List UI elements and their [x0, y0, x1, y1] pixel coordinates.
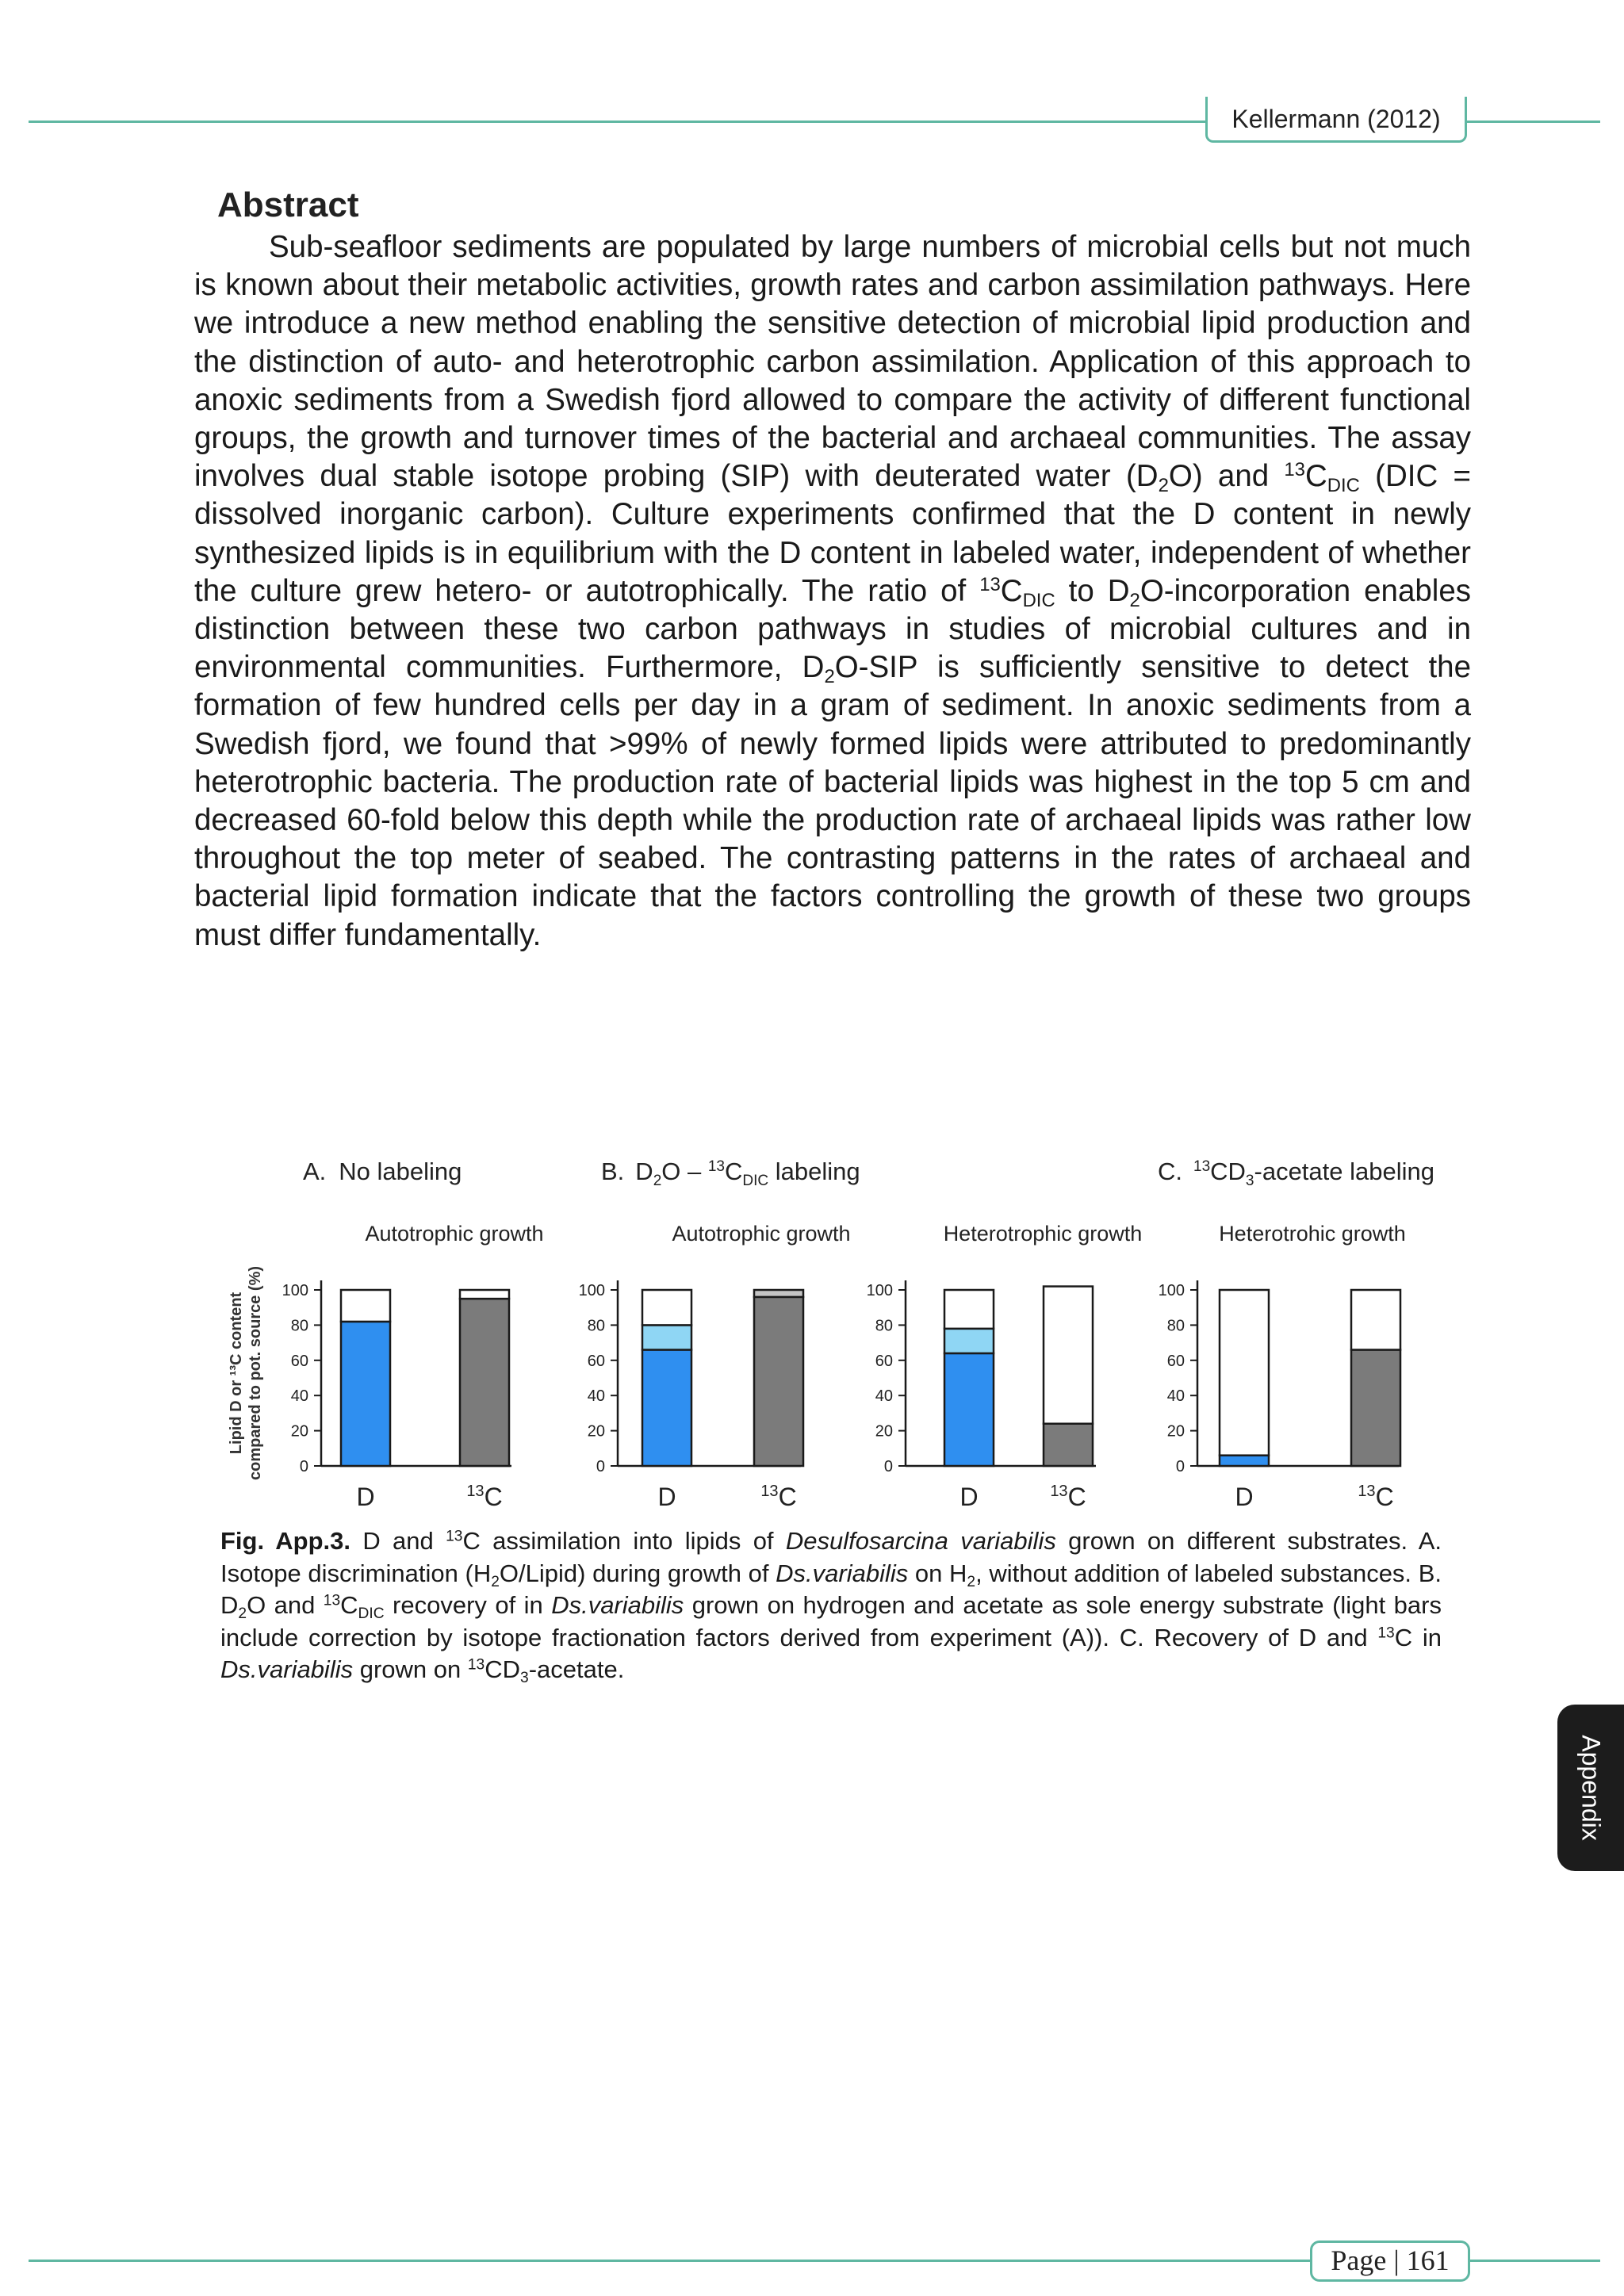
- y-axis-label: [228, 1266, 264, 1480]
- bar-segment: [460, 1290, 509, 1299]
- y-tick-label: 40: [875, 1387, 893, 1406]
- panel-subtitle: Autotrophic growth: [672, 1222, 851, 1246]
- panel-a-title: A. No labeling: [303, 1158, 462, 1185]
- y-tick-label: 40: [587, 1387, 605, 1406]
- bar-segment: [1351, 1290, 1400, 1349]
- bar-segment: [1044, 1287, 1093, 1424]
- x-tick-label: $^{13}$C: [466, 1483, 503, 1511]
- bar-segment: [944, 1353, 994, 1466]
- y-tick-label: 60: [290, 1352, 308, 1370]
- y-tick-label: 0: [299, 1458, 308, 1475]
- bar-segment: [341, 1322, 390, 1466]
- bar-segment: [944, 1329, 994, 1353]
- footer-rule-left: [29, 2260, 1310, 2262]
- x-tick-label: $^{13}$C: [760, 1483, 797, 1511]
- bar-segment: [1044, 1424, 1093, 1466]
- bar-segment: [460, 1299, 509, 1466]
- bar-segment: [754, 1290, 803, 1297]
- svg-text:Lipid D or ¹³C content: Lipid D or ¹³C content: [228, 1292, 245, 1455]
- panel-subtitle: Heterotrohic growth: [1219, 1222, 1406, 1246]
- footer-rule-right: [1470, 2260, 1600, 2262]
- y-tick-label: 20: [875, 1422, 893, 1441]
- figure-caption: Fig. App.3. D and $^{13}$C assimilation into lipids of Desulfosarcina variabilis grown on different substrates. A. Isotope discrimination $(H_2O/Lipid)$ during growth of Ds.variabilis on $H_2$, without addition of labeled substances. B. $D_2O$ and $^{13}C_{DIC}$ recovery of in Ds.variabilis grown on hydrogen and acetate as sole energy substrate (light bars include correction by isotope fractionation factors derived from experiment (A)). C. Recovery of D and $^{13}$C in Ds.variabilis grown on $^{13}CD_3$-acetate.: [220, 1527, 1442, 1686]
- bar-segment: [1220, 1290, 1269, 1456]
- bar-segment: [642, 1290, 691, 1325]
- bar-segment: [1351, 1349, 1400, 1466]
- bar-segment: [754, 1297, 803, 1466]
- x-tick-label: D: [1235, 1483, 1254, 1511]
- y-tick-label: 100: [1158, 1282, 1185, 1299]
- bar-segment: [642, 1325, 691, 1349]
- y-tick-label: 0: [1175, 1458, 1185, 1475]
- y-tick-label: 80: [290, 1317, 308, 1335]
- y-tick-label: 80: [587, 1317, 605, 1335]
- header-rule-left: [29, 121, 1205, 123]
- y-tick-label: 100: [578, 1282, 605, 1299]
- y-tick-label: 60: [875, 1352, 893, 1370]
- abstract-heading: Abstract: [217, 186, 359, 224]
- page-number: Page | 161: [1331, 2244, 1450, 2276]
- x-tick-label: D: [959, 1483, 979, 1511]
- y-tick-label: 0: [883, 1458, 893, 1475]
- y-tick-label: 100: [866, 1282, 893, 1299]
- panel-b-title: B. $D_2O - ^{13}C_{DIC}$ labeling: [601, 1158, 860, 1189]
- figure-app3: [214, 1150, 1483, 1530]
- appendix-tab-label: Appendix: [1576, 1735, 1606, 1841]
- y-tick-label: 100: [282, 1282, 308, 1299]
- y-tick-label: 80: [875, 1317, 893, 1335]
- bar-segment: [944, 1290, 994, 1329]
- header-rule-right: [1467, 121, 1600, 123]
- panel-subtitle: Heterotrophic growth: [943, 1222, 1143, 1246]
- running-title: Kellermann (2012): [1231, 105, 1441, 133]
- x-tick-label: D: [356, 1483, 375, 1511]
- y-tick-label: 80: [1166, 1317, 1185, 1335]
- y-tick-label: 40: [1166, 1387, 1185, 1406]
- x-tick-label: D: [657, 1483, 676, 1511]
- panel-c-title: C. $^{13}CD_3$-acetate labeling: [1158, 1158, 1434, 1189]
- y-tick-label: 60: [587, 1352, 605, 1370]
- bar-chart-figure: [214, 1150, 1483, 1530]
- y-tick-label: 20: [587, 1422, 605, 1441]
- y-tick-label: 20: [1166, 1422, 1185, 1441]
- appendix-side-tab: [1557, 1705, 1624, 1871]
- bar-segment: [1220, 1456, 1269, 1466]
- bar-segment: [341, 1290, 390, 1322]
- bar-segment: [642, 1349, 691, 1466]
- x-tick-label: $^{13}$C: [1050, 1483, 1086, 1511]
- y-tick-label: 20: [290, 1422, 308, 1441]
- y-tick-label: 60: [1166, 1352, 1185, 1370]
- y-tick-label: 40: [290, 1387, 308, 1406]
- svg-text:compared to pot. source (%): compared to pot. source (%): [247, 1265, 264, 1481]
- y-tick-label: 0: [596, 1458, 605, 1475]
- abstract-text: Sub-seafloor sediments are populated by large numbers of microbial cells but not much is known about their metabolic activities, growth rates and carbon assimilation pathways. Here we introduce a new method enabling the sensitive detection of microbial lipid production and the distinction of auto- and heterotrophic carbon assimilation. Application of this approach to anoxic sediments from a Swedish fjord allowed to compare the activity of different functional groups, the growth and turnover times of the bacterial and archaeal communities. The assay involves dual stable isotope probing (SIP) with deuterated water $(D_2O)$ and $^{13}C_{DIC}$ (DIC = dissolved inorganic carbon). Culture experiments confirmed that the D content in newly synthesized lipids is in equilibrium with the D content in labeled water, independent of whether the culture grew hetero- or autotrophically. The ratio of $^{13}C_{DIC}$ to $D_2O$-incorporation enables distinction between these two carbon pathways in studies of microbial cultures and in environmental communities. Furthermore, $D_2O$-SIP is sufficiently sensitive to detect the formation of few hundred cells per day in a gram of sediment. In anoxic sediments from a Swedish fjord, we found that >99% of newly formed lipids were attributed to predominantly heterotrophic bacteria. The production rate of bacterial lipids was highest in the top 5 cm and decreased 60-fold below this depth while the production rate of archaeal lipids was rather low throughout the top meter of seabed. The contrasting patterns in the rates of archaeal and bacterial lipid formation indicate that the factors controlling the growth of these two groups must differ fundamentally.: [194, 230, 1471, 952]
- panel-subtitle: Autotrophic growth: [365, 1222, 544, 1246]
- x-tick-label: $^{13}$C: [1358, 1483, 1394, 1511]
